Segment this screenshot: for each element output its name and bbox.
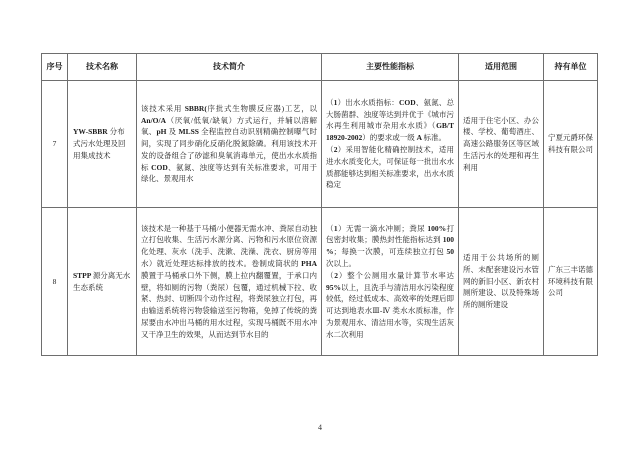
cell-performance bbox=[322, 208, 459, 356]
cell-tech-name: YW-SBBR 分布式污水处理及回用集成技术 bbox=[68, 81, 137, 208]
table-row-8 bbox=[42, 208, 598, 356]
cell-scope: 适用于公共场所的厕所、未配套建设污水管网的新旧小区、新农村厕所建设、以及特殊场所的厕所建设 bbox=[459, 208, 544, 356]
cell-performance bbox=[322, 81, 459, 208]
performance-item-1: （1）无需一滴水冲厕；粪尿 100%打包密封收集；膜热封性能指标达到 100 %；每换一次膜，可连续独立打包 50 次以上。 bbox=[326, 223, 455, 268]
header-row bbox=[42, 54, 598, 81]
header-performance: 主要性能指标 bbox=[322, 54, 459, 81]
cell-holder: 宁夏元爵环保科技有限公司 bbox=[544, 81, 598, 208]
cell-no: 8 bbox=[42, 208, 68, 356]
cell-tech-intro: 该技术是一种基于马桶/小便器无需水冲、粪尿自动独立打包收集、生活污水源分离、污物和污水原位资源化处理、灰水（洗手、洗漱、洗澡、洗衣、厨房等用水）就近处理达标排放的技术。卷制成筒状的 PHA 膜置于马桶承口外下侧，膜上拉内翻覆置，于承口内壁，将如厕的污物（粪尿）包覆，通过机械下拉、收紧、热封、切断四个动作过程，将粪尿独立打包，再由输送系统将污物袋输送至污物箱，免掉了传统的粪尿要由水冲出马桶的用水过程，实现马桶既不用水冲又干净卫生的效果，从而达到节水目的 bbox=[137, 208, 322, 356]
header-holder: 持有单位 bbox=[544, 54, 598, 81]
header-scope: 适用范围 bbox=[459, 54, 544, 81]
cell-tech-intro: 该技术采用 SBBR(序批式生物膜反应器)工艺，以 An/O/A（厌氧/低氧/缺氧）方式运行，并辅以溶解氧、pH 及 MLSS 全程监控自动识别精确控制曝气时间，实现了同步硝化反硝化脱氮除磷。利用该技术开发的设备组合了砂滤和臭氧消毒单元，使出水水质指标 COD、氨氮、浊度等达到有关标准要求，可用于绿化、景观用水 bbox=[137, 81, 322, 208]
header-no: 序号 bbox=[42, 54, 68, 81]
cell-tech-name: STPP 源分离无水生态系统 bbox=[68, 208, 137, 356]
cell-holder: 广东三丰诺德环境科技有限公司 bbox=[544, 208, 598, 356]
page-number: 4 bbox=[318, 423, 322, 432]
cell-no: 7 bbox=[42, 81, 68, 208]
table-row-7 bbox=[42, 81, 598, 208]
header-tech-intro: 技术简介 bbox=[137, 54, 322, 81]
header-tech-name: 技术名称 bbox=[68, 54, 137, 81]
performance-item-2: （2）整个公厕用水量计算节水率达95%以上，且洗手与清洁用水污染程度较低，经过低成本、高效率的处理后即可达到地表水Ⅲ-Ⅳ 类水水质标准，作为景观用水、清洁用水等，实现生活灰水二次利用 bbox=[326, 270, 455, 339]
cell-scope: 适用于住宅小区、办公楼、学校、葡萄酒庄、高速公路服务区等区域生活污水的处理和再生利用 bbox=[459, 81, 544, 208]
technology-catalog-table bbox=[41, 53, 598, 356]
performance-item-1: （1）出水水质指标：COD、氨氮、总大肠菌群、浊度等达到并优于《城市污水再生利用城市杂用水水质》（GB/T 18920-2002）的要求或一级 A 标准。 bbox=[326, 97, 454, 143]
performance-item-2: （2）采用智能化精确控制技术，适用进水水质变化大，可保证每一批出水水质都能够达到相关标准要求，出水水质稳定 bbox=[326, 145, 454, 190]
